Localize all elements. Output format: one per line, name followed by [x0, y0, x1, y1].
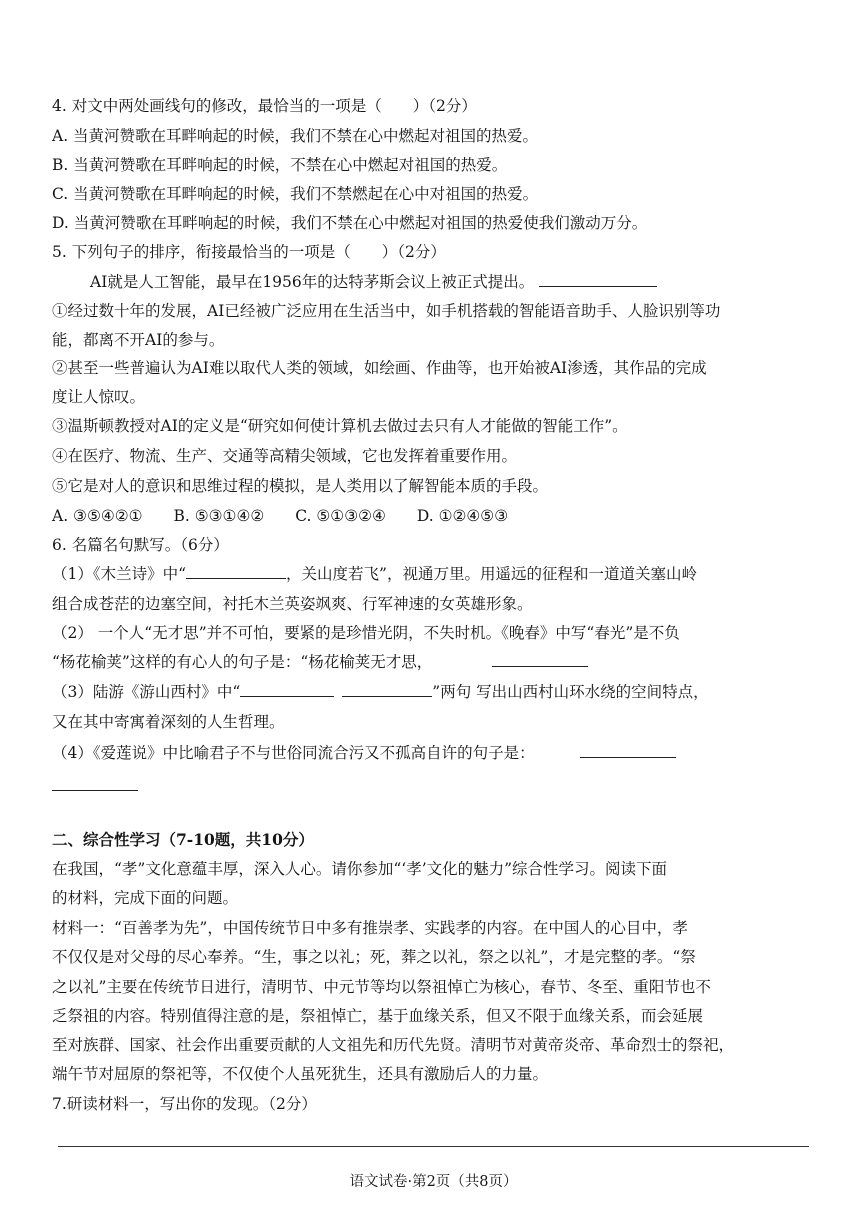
- material1-line-2: 不仅仅是对父母的尽心奉养。“生，事之以礼；死，葬之以礼，祭之以礼”，才是完整的孝。“祭: [52, 948, 696, 966]
- q6-part3: [52, 681, 815, 703]
- material1-line-6: 端午节对屈原的祭祀等，不仅使个人虽死犹生，还具有激励后人的力量。: [52, 1065, 549, 1083]
- q4-option-b: B. 当黄河赞歌在耳畔响起的时候，不禁在心中燃起对祖国的热爱。: [52, 156, 508, 174]
- q6-part1: [52, 563, 815, 585]
- section2-intro-1: 在我国，“孝”文化意蕴丰厚，深入人心。请你参加“‘孝’文化的魅力”综合性学习。阅读下面: [52, 860, 668, 878]
- q6-part3-line2: 又在其中寄寓着深刻的人生哲理。: [52, 713, 285, 731]
- q4-option-c: C. 当黄河赞歌在耳畔响起的时候，我们不禁燃起在心中对祖国的热爱。: [52, 185, 539, 203]
- material1-line-4: 乏祭祖的内容。特别值得注意的是，祭祖悼亡，基于血缘关系，但又不限于血缘关系，而会延展: [52, 1007, 704, 1025]
- material1-line-1: 材料一：“百善孝为先”，中国传统节日中多有推崇孝、实践孝的内容。在中国人的心目中，孝: [52, 919, 688, 937]
- q5-intro: [90, 271, 815, 293]
- material1-line-3: 之以礼”主要在传统节日进行，清明节、中元节等均以祭祖悼亡为核心，春节、冬至、重阳节也不: [52, 978, 711, 996]
- q6-part4: [52, 742, 815, 764]
- q5-options: A. ③⑤④②① B. ⑤③①④② C. ⑤①③②④ D. ①②④⑤③: [52, 507, 509, 525]
- q5-sentence-2a: ②甚至一些普遍认为AI难以取代人类的领域，如绘画、作曲等，也开始被AI渗透，其作品的完成: [52, 359, 707, 377]
- q4-option-a: A. 当黄河赞歌在耳畔响起的时候，我们不禁在心中燃起对祖国的热爱。: [52, 127, 539, 145]
- q5-sentence-3: ③温斯顿教授对AI的定义是“研究如何使计算机去做过去只有人才能做的智能工作”。: [52, 417, 628, 435]
- q5-sentence-5: ⑤它是对人的意识和思维过程的模拟，是人类用以了解智能本质的手段。: [52, 477, 549, 495]
- q6-part4-blank-continued[interactable]: [52, 790, 138, 791]
- q6-part1-line2: 组合成苍茫的边塞空间，衬托木兰英姿飒爽、行军神速的女英雄形象。: [52, 595, 533, 613]
- q6-part2-pre: “杨花榆荚”这样的有心人的句子是：“杨花榆荚无才思，: [52, 653, 433, 671]
- q5-sentence-1a: ①经过数十年的发展，AI已经被广泛应用在生活当中，如手机搭载的智能语音助手、人脸识别等功: [52, 302, 721, 320]
- q6-part2-blank[interactable]: [492, 651, 588, 667]
- q5-answer-blank[interactable]: [539, 271, 657, 287]
- q5-stem: 5. 下列句子的排序，衔接最恰当的一项是（ ）（2分）: [52, 243, 446, 261]
- q6-part3-pre: （3）陆游《游山西村》中“: [52, 683, 241, 701]
- q4-stem: 4. 对文中两处画线句的修改，最恰当的一项是（ ）（2分）: [52, 97, 477, 115]
- q6-stem: 6. 名篇名句默写。（6分）: [52, 536, 229, 554]
- section2-intro-2: 的材料，完成下面的问题。: [52, 889, 239, 907]
- q5-sentence-1b: 能，都离不开AI的参与。: [52, 331, 225, 349]
- q6-part3-blank-1[interactable]: [240, 681, 334, 697]
- q4-option-d: D. 当黄河赞歌在耳畔响起的时候，我们不禁在心中燃起对祖国的热爱使我们激动万分。: [52, 214, 648, 232]
- footer-divider: [58, 1146, 809, 1147]
- q5-sentence-4: ④在医疗、物流、生产、交通等高精尖领域，它也发挥着重要作用。: [52, 447, 518, 465]
- section2-title: 二、综合性学习（7-10题，共10分）: [52, 830, 314, 849]
- q7-stem: 7.研读材料一，写出你的发现。（2分）: [52, 1095, 317, 1113]
- page-footer: 语文试卷·第2页（共8页）: [349, 1174, 518, 1190]
- q6-part2-line2: [52, 651, 815, 673]
- q6-part3-post: ”两句 写出山西村山环水绕的空间特点，: [432, 683, 709, 701]
- q6-part1-pre: （1）《木兰诗》中“: [52, 565, 187, 583]
- q6-part3-blank-2[interactable]: [342, 681, 432, 697]
- q6-part4-text: （4）《爱莲说》中比喻君子不与世俗同流合污又不孤高自许的句子是：: [52, 744, 535, 762]
- q6-part1-post: ，关山度若飞”，视通万里。用遥远的征程和一道道关塞山岭: [286, 565, 697, 583]
- q6-part1-blank[interactable]: [186, 563, 286, 579]
- q5-sentence-2b: 度让人惊叹。: [52, 388, 146, 406]
- q6-part4-blank[interactable]: [580, 742, 676, 758]
- material1-line-5: 至对族群、国家、社会作出重要贡献的人文祖先和历代先贤。清明节对黄帝炎帝、革命烈士的祭祀，: [52, 1036, 735, 1054]
- q5-intro-text: AI就是人工智能，最早在1956年的达特茅斯会议上被正式提出。: [90, 273, 535, 291]
- q6-part2-line1: （2） 一个人“无才思”并不可怕，要紧的是珍惜光阴，不失时机。《晚春》中写“春光”是不负: [52, 624, 680, 642]
